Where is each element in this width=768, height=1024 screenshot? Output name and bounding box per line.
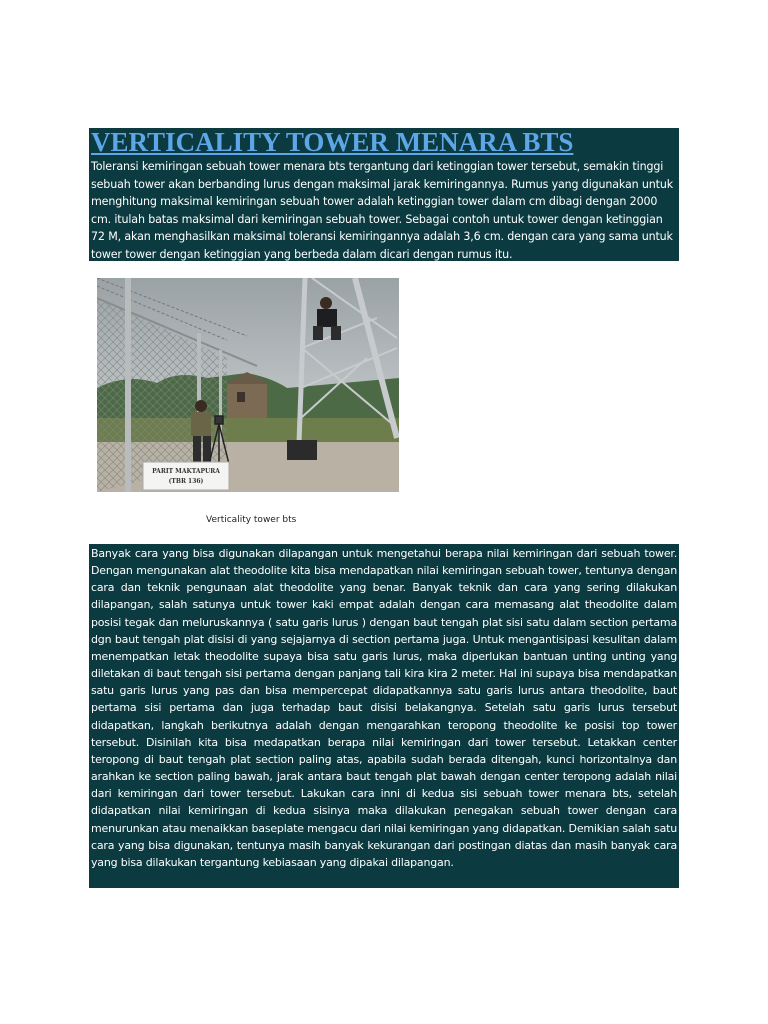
photo-caption: Verticality tower bts — [206, 515, 297, 525]
site-sign — [143, 462, 229, 490]
fence-post — [125, 278, 131, 492]
title-block — [89, 128, 679, 261]
tower-photo — [97, 278, 399, 492]
page-title: VERTICALITY TOWER MENARA BTS — [91, 127, 574, 157]
intro-paragraph: Toleransi kemiringan sebuah tower menara bts tergantung dari ketinggian tower tersebut, semakin tinggi sebuah tower akan berbanding lurus dengan maksimal jarak kemiringannya. Rumus yang digunakan untuk menghitung maksimal kemiringan sebuah tower adalah ketinggian tower dalam cm dibagi dengan 2000 cm. itulah batas maksimal dari kemiringan sebuah tower. Sebagai contoh untuk tower dengan ketinggian 72 M, akan menghasilkan maksimal toleransi kemiringannya adalah 3,6 cm. dengan cara yang sama untuk tower tower dengan ketinggian yang berbeda dalam dicari dengan rumus itu. — [91, 160, 674, 261]
body-paragraph: Banyak cara yang bisa digunakan dilapangan untuk mengetahui berapa nilai kemiringan dari sebuah tower. Dengan mengunakan alat theodolite kita bisa mendapatkan nilai kemiringan sebuah tower, tentunya dengan cara dan teknik pengunaan alat theodolite yang benar. Banyak teknik dan cara yang sering dilakukan dilapangan, salah satunya untuk tower kaki empat adalah dengan cara memasang alat theodolite dalam posisi tegak dan meluruskannya ( satu garis lurus ) dengan baut tengah plat sisi satu dalam section pertama dgn baut tengah plat disisi di yang sejajarnya di section pertama juga. Untuk mengantisipasi kesulitan dalam menempatkan letak theodolite supaya bisa satu garis lurus, maka diperlukan bantuan unting unting yang diletakan di baut tengah sisi pertama dengan panjang tali kira kira 2 meter. Hal ini supaya bisa mendapatkan satu garis lurus yang pas dan bisa mempercepat didapatkannya satu garis lurus antara theodolite, baut pertama sisi pertama dan juga terhadap baut disisi belakangnya. Setelah satu garis lurus tersebut didapatkan, langkah berikutnya adalah dengan mengarahkan teropong theodolite ke posisi top tower tersebut. Disinilah kita bisa medapatkan berapa nilai kemiringan dari tower tersebut. Letakkan center teropong di baut tengah plat section paling atas, apabila sudah berada ditengah, kunci horizontalnya dan arahkan ke section paling bawah, jarak antara baut tengah plat bawah dengan center teropong adalah nilai dari kemiringan dari tower tersebut. Lakukan cara inni di kedua sisi sebuah tower menara bts, setelah didapatkan nilai kemiringan di kedua sisinya maka dilakukan penegakan sebuah tower dengan cara menurunkan atau menaikkan baseplate mengacu dari nilai kemiringan yang didapatkan. Demikian salah satu cara yang bisa digunakan, tentunya masih banyak kekurangan dari postingan diatas dan masih banyak cara yang bisa dilakukan tergantung kebiasaan yang dipakai dilapangan. — [91, 547, 677, 869]
tower-base-plate — [287, 440, 317, 460]
body-block — [89, 544, 679, 888]
sign-text-line2: (TBR 136) — [168, 478, 204, 485]
sign-text-line1: PARIT MAKTAPURA — [152, 468, 220, 475]
